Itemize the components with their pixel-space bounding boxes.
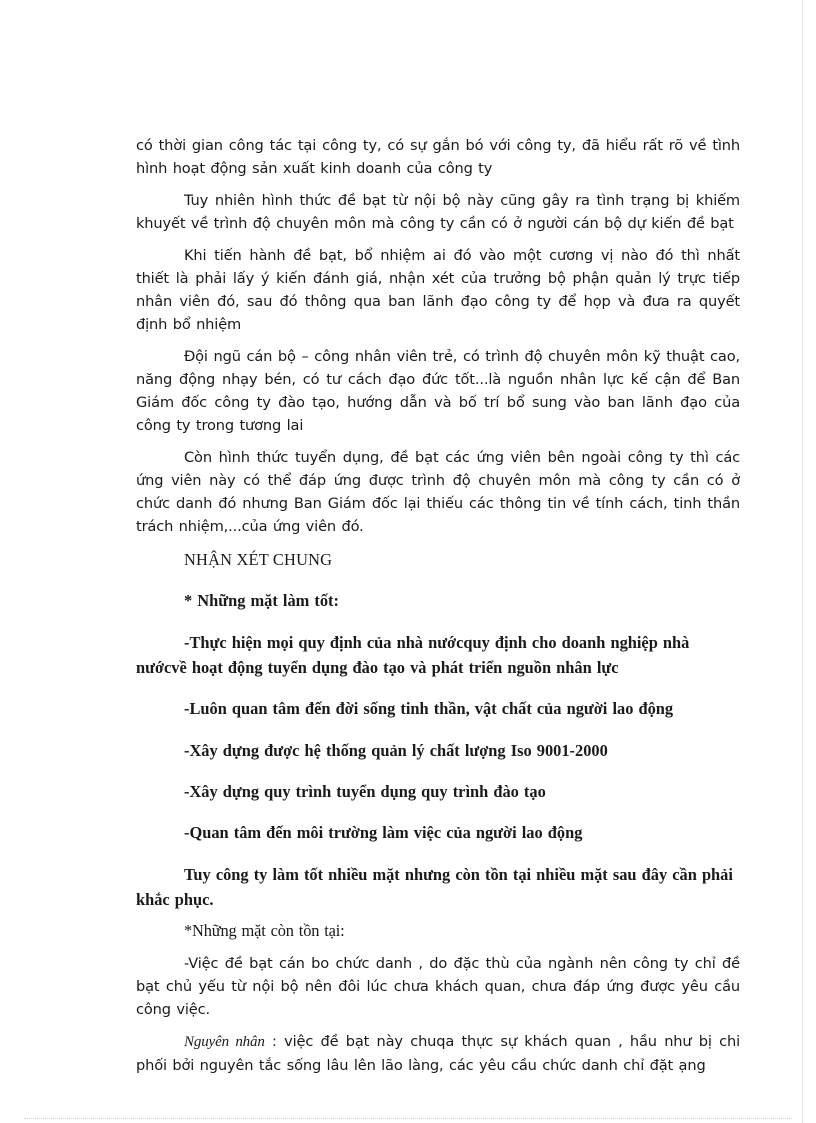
paragraph-internal-promotion-drawback: Tuy nhiên hình thức đề bạt từ nội bộ này cũng gây ra tình trạng bị khiếm khuyết về trình độ chuyên môn mà công ty cần có ở người cán bộ dự kiến đề bạt bbox=[136, 192, 740, 232]
transition-paragraph: Tuy công ty làm tốt nhiều mặt nhưng còn tồn tại nhiều mặt sau đây cần phải khắc phục. bbox=[136, 864, 733, 909]
document-page bbox=[136, 134, 740, 1086]
good-point-item: -Xây dựng được hệ thống quản lý chất lượng Iso 9001-2000 bbox=[184, 740, 608, 760]
good-point-item: -Xây dựng quy trình tuyển dụng quy trình đào tạo bbox=[184, 781, 546, 801]
page-bottom-line bbox=[24, 1118, 792, 1119]
paragraph-promotion-procedure: Khi tiến hành đề bạt, bổ nhiệm ai đó vào một cương vị nào đó thì nhất thiết là phải lấy ý kiến đánh giá, nhận xét của trưởng bộ phận quản lý trực tiếp nhân viên đó, sau đó thông qua ban lãnh đạo công ty để họp và đưa ra quyết định bổ nhiệm bbox=[136, 247, 740, 333]
good-point-item: -Thực hiện mọi quy định của nhà nướcquy định cho doanh nghiệp nhà nướcvề hoạt động tuyển dụng đào tạo và phát triển nguồn nhân lực bbox=[136, 632, 690, 677]
good-point-item: -Luôn quan tâm đến đời sống tinh thần, vật chất của người lao động bbox=[184, 699, 674, 719]
good-points-title: * Những mặt làm tốt: bbox=[184, 591, 339, 611]
good-point-item: -Quan tâm đến môi trường làm việc của người lao động bbox=[184, 823, 583, 843]
weak-points-title: *Những mặt còn tồn tại: bbox=[184, 920, 345, 940]
paragraph-external-candidates: Còn hình thức tuyển dụng, đề bạt các ứng viên bên ngoài công ty thì các ứng viên này có thể đáp ứng được trình độ chuyên môn mà công ty cần có ở chức danh đó nhưng Ban Giám đốc lại thiếu các thông tin về tính cách, tinh thần trách nhiệm,...của ứng viên đó. bbox=[136, 449, 740, 535]
cause-label: Nguyên nhân bbox=[184, 1033, 265, 1050]
page-edge-line bbox=[802, 0, 803, 1123]
cause-paragraph bbox=[136, 1030, 740, 1077]
section-heading: NHẬN XÉT CHUNG bbox=[184, 550, 333, 569]
paragraph-continuation: có thời gian công tác tại công ty, có sự gắn bó với công ty, đã hiểu rất rõ về tình hình hoạt động sản xuất kinh doanh của công ty bbox=[136, 137, 740, 177]
paragraph-young-staff: Đội ngũ cán bộ – công nhân viên trẻ, có trình độ chuyên môn kỹ thuật cao, năng động nhạy bén, có tư cách đạo đức tốt...là nguồn nhân lực kế cận để Ban Giám đốc công ty đào tạo, hướng dẫn và bố trí bổ sung vào ban lãnh đạo của công ty trong tương lai bbox=[136, 348, 740, 434]
weak-point-item: -Việc đề bạt cán bo chức danh , do đặc thù của ngành nên công ty chỉ đề bạt chủ yếu từ nội bộ nên đôi lúc chưa khách quan, chưa đáp ứng được yêu cầu công việc. bbox=[136, 954, 740, 1018]
weak-points-title-row bbox=[136, 919, 740, 943]
cause-text: : việc đề bạt này chuqa thực sự khách quan , hầu như bị chi phối bởi nguyên tắc sống lâu lên lão làng, các yêu cầu chức danh chỉ đặt ạng bbox=[136, 1032, 740, 1074]
